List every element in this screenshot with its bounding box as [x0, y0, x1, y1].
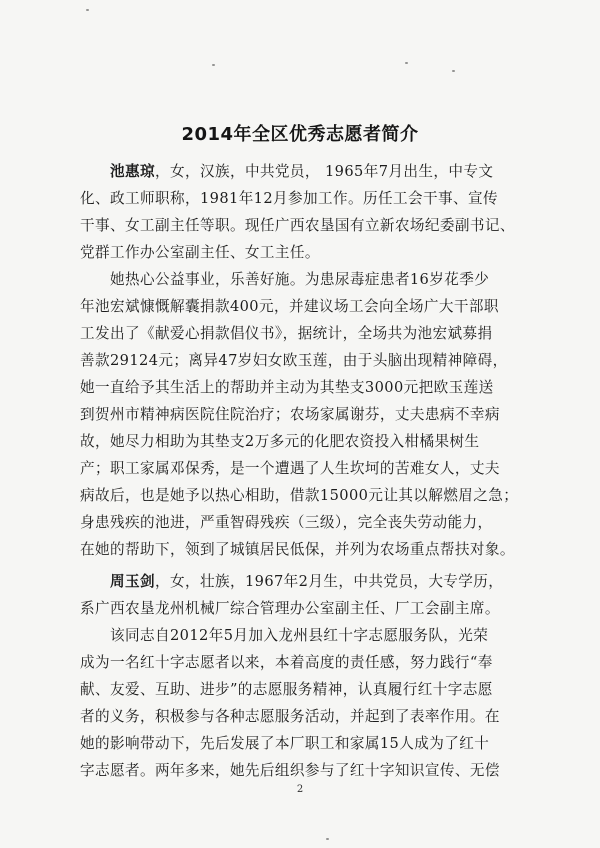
text-line: 故，她尽力相助为其垫支2万多元的化肥农资投入柑橘果树生	[80, 433, 480, 450]
text-line: 年池宏斌慷慨解囊捐款400元，并建议场工会向全场广大干部职	[80, 298, 499, 315]
scan-speck	[405, 62, 408, 64]
text-line: 产；职工家属邓保秀，是一个遭遇了人生坎坷的苦难女人，丈夫	[80, 460, 500, 477]
scan-speck	[86, 9, 89, 11]
scan-speck	[326, 838, 329, 840]
text-line: 身患残疾的池进，严重智碍残疾（三级），完全丧失劳动能力，	[80, 514, 493, 531]
profile-1	[80, 158, 540, 266]
text-line: 工发出了《献爱心捐款倡仪书》，据统计，全场共为池宏斌募捐	[80, 325, 493, 342]
person-2-name: 周玉剑	[110, 573, 155, 590]
text-line: 献、友爱、互助、进步”的志愿服务精神，认真履行红十字志愿	[80, 681, 493, 698]
person-2-intro: ，女，壮族，1967年2月生，中共党员，大专学历，	[154, 573, 504, 590]
scan-speck	[212, 64, 215, 66]
text-line: 化、政工师职称，1981年12月参加工作。历任工会干事、宣传	[80, 190, 498, 207]
text-line: 党群工作办公室副主任、女工主任。	[80, 244, 320, 261]
page-number: 2	[296, 784, 304, 795]
text-line: 她的影响带动下，先后发展了本厂职工和家属15人成为了红十	[80, 735, 490, 752]
text-line: 她热心公益事业，乐善好施。为患尿毒症患者16岁花季少	[110, 271, 490, 288]
text-line: 字志愿者。两年多来，她先后组织参与了红十字知识宣传、无偿	[80, 762, 500, 779]
profile-2	[80, 568, 540, 784]
text-line: 系广西农垦龙州机械厂综合管理办公室副主任、厂工会副主席。	[80, 600, 500, 617]
text-line: 干事、女工副主任等职。现任广西农垦国有立新农场纪委副书记、	[80, 217, 515, 234]
profile-2-intro-line	[80, 568, 540, 595]
scan-speck	[452, 70, 455, 72]
text-line: 者的义务，积极参与各种志愿服务活动，并起到了表率作用。在	[80, 708, 500, 725]
text-line: 善款29124元；离异47岁妇女欧玉莲，由于头脑出现精神障碍，	[80, 352, 508, 369]
text-line: 病故后，也是她予以热心相助，借款15000元让其以解燃眉之急；	[80, 487, 519, 504]
person-1-intro: ，女，汉族，中共党员， 1965年7月出生，中专文	[154, 163, 494, 180]
document-title: 2014年全区优秀志愿者简介	[181, 124, 419, 145]
text-line: 在她的帮助下，领到了城镇居民低保，并列为农场重点帮扶对象。	[80, 541, 515, 558]
text-line: 该同志自2012年5月加入龙州县红十字志愿服务队，光荣	[110, 627, 489, 644]
text-line: 到贺州市精神病医院住院治疗；农场家属谢芬，丈夫患病不幸病	[80, 406, 500, 423]
person-1-name: 池惠琼	[110, 163, 155, 180]
profile-1-story	[80, 266, 540, 563]
text-line: 成为一名红十字志愿者以来，本着高度的责任感，努力践行“奉	[80, 654, 493, 671]
profile-1-intro-line	[80, 158, 540, 185]
text-line: 她一直给予其生活上的帮助并主动为其垫支3000元把欧玉莲送	[80, 379, 494, 396]
